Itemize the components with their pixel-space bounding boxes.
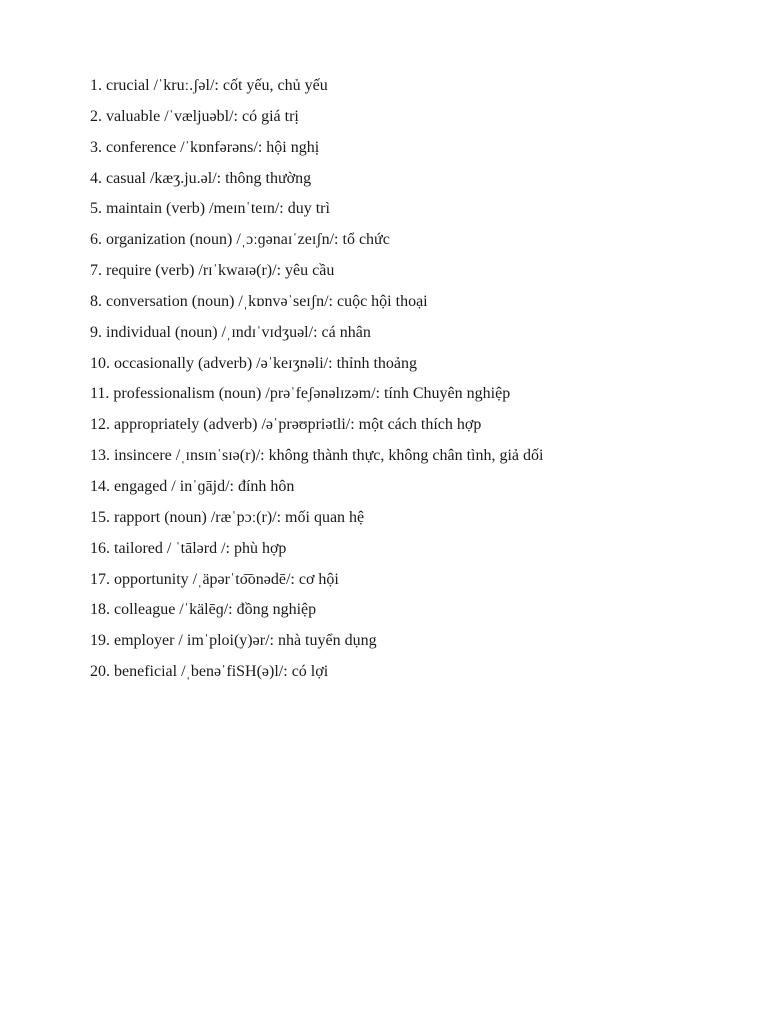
- vocab-item: 12. appropriately (adverb) /əˈprəʊpriətli/: một cách thích hợp: [90, 416, 482, 434]
- vocab-item: 7. require (verb) /rɪˈkwaɪə(r)/: yêu cầu: [90, 262, 335, 280]
- vocab-item: 16. tailored / ˈtālərd /: phù hợp: [90, 539, 287, 557]
- vocab-item: 17. opportunity /ˌäpərˈto͞onədē/: cơ hội: [90, 570, 339, 588]
- vocab-item: 3. conference /ˈkɒnfərəns/: hội nghị: [90, 138, 320, 156]
- vocab-item: 19. employer / imˈploi(y)ər/: nhà tuyển dụng: [90, 632, 377, 650]
- vocab-item: 10. occasionally (adverb) /əˈkeɪʒnəli/: thỉnh thoảng: [90, 354, 417, 372]
- vocab-item: 13. insincere /ˌɪnsɪnˈsɪə(r)/: không thành thực, không chân tình, giả dối: [90, 447, 544, 465]
- vocabulary-list: [90, 71, 543, 688]
- vocab-item: 6. organization (noun) /ˌɔːɡənaɪˈzeɪʃn/: tổ chức: [90, 231, 390, 249]
- vocab-item: 18. colleague /ˈkälēɡ/: đồng nghiệp: [90, 601, 317, 619]
- vocab-item: 2. valuable /ˈvæljuəbl/: có giá trị: [90, 107, 299, 125]
- vocab-item: 14. engaged / inˈɡājd/: đính hôn: [90, 477, 295, 495]
- vocab-item: 4. casual /kæʒ.ju.əl/: thông thường: [90, 169, 312, 187]
- vocab-item: 15. rapport (noun) /ræˈpɔː(r)/: mối quan hệ: [90, 508, 365, 526]
- vocab-item: 20. beneficial /ˌbenəˈfiSH(ə)l/: có lợi: [90, 663, 329, 681]
- vocab-item: 11. professionalism (noun) /prəˈfeʃənəlɪzəm/: tính Chuyên nghiệp: [90, 385, 511, 403]
- vocab-item: 9. individual (noun) /ˌɪndɪˈvɪdʒuəl/: cá nhân: [90, 323, 371, 341]
- vocab-item: 5. maintain (verb) /meɪnˈteɪn/: duy trì: [90, 200, 330, 218]
- vocab-item: 1. crucial /ˈkruː.ʃəl/: cốt yếu, chủ yếu: [90, 77, 328, 94]
- vocab-item: 8. conversation (noun) /ˌkɒnvəˈseɪʃn/: cuộc hội thoại: [90, 292, 428, 310]
